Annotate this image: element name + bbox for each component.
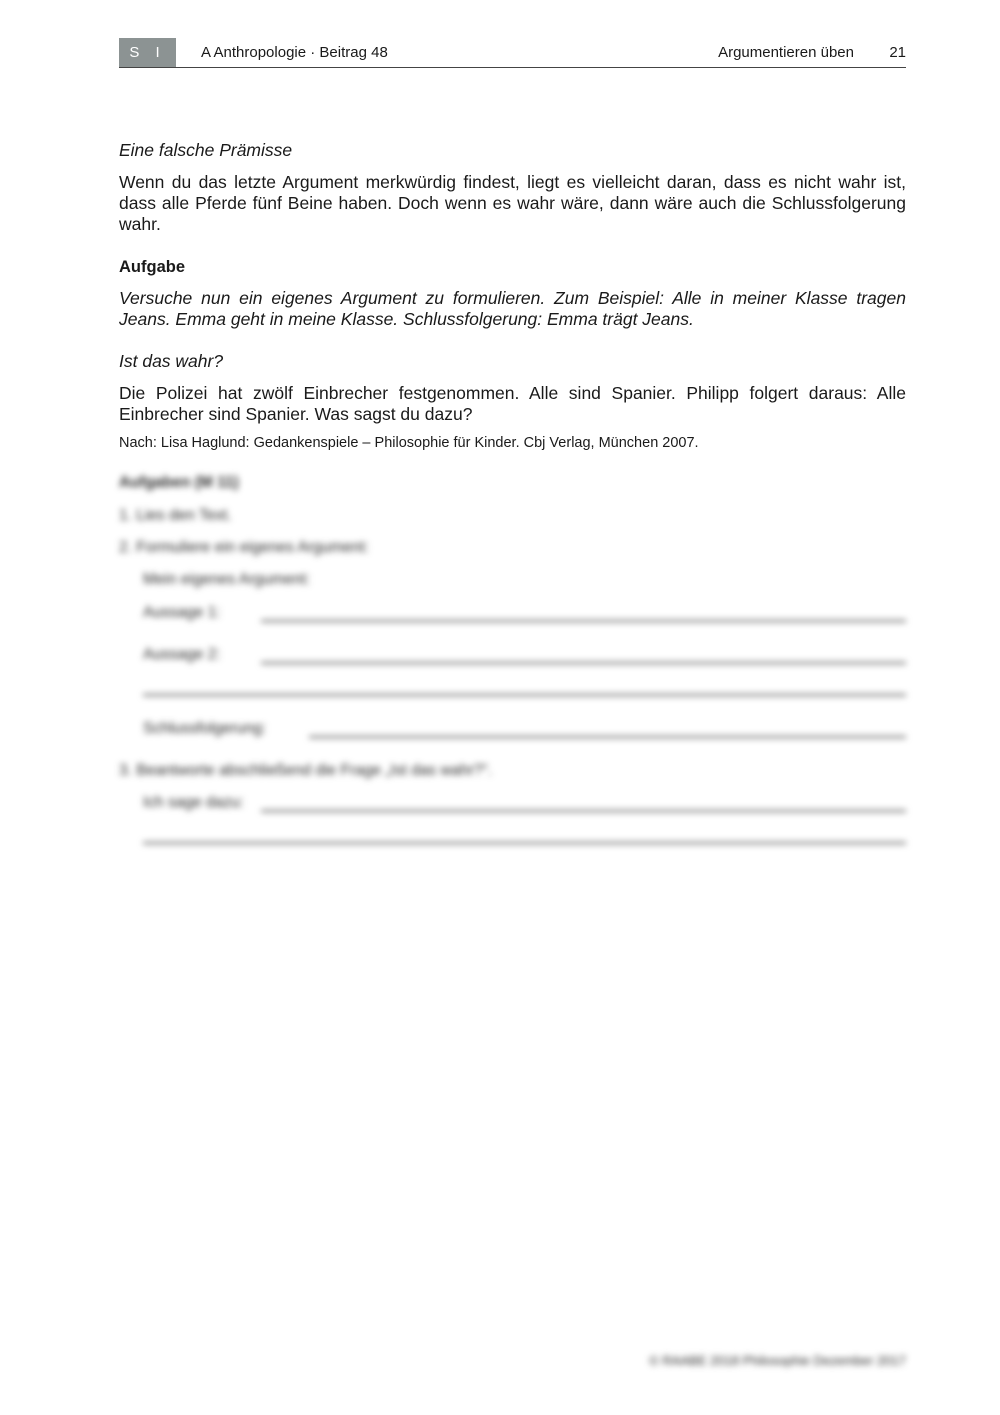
answer-line: [143, 694, 906, 696]
page-number: 21: [889, 44, 906, 61]
aufgabe-text: Versuche nun ein eigenes Argument zu formulieren. Zum Beispiel: Alle in meiner Klasse tragen Jeans. Emma geht in meine Klasse. Schlussfolgerung: Emma trägt Jeans.: [119, 288, 906, 329]
paragraph-police: Die Polizei hat zwölf Einbrecher festgenommen. Alle sind Spanier. Philipp folgert daraus: Alle Einbrecher sind Spanier. Was sagst du dazu?: [119, 383, 906, 424]
footer-copyright: © RAABE 2018 Philosophie Dezember 2017: [649, 1353, 906, 1368]
header-section: Argumentieren üben: [718, 44, 854, 61]
answer-line: [261, 662, 906, 664]
i-say-label: Ich sage dazu:: [143, 794, 244, 811]
heading-false-premise: Eine falsche Prämisse: [119, 140, 293, 160]
task-2: 2. Formuliere ein eigenes Argument:: [119, 539, 369, 556]
heading-is-it-true: Ist das wahr?: [119, 351, 224, 371]
header-title: A Anthropologie · Beitrag 48: [201, 44, 388, 61]
answer-line: [261, 620, 906, 622]
level-tag: S I: [119, 38, 176, 67]
source-citation: Nach: Lisa Haglund: Gedankenspiele – Philosophie für Kinder. Cbj Verlag, München 2007.: [119, 435, 699, 451]
statement-2-label: Aussage 2:: [143, 646, 221, 663]
task-3: 3. Beantworte abschließend die Frage „Ist das wahr?“.: [119, 762, 493, 779]
task-1: 1. Lies den Text.: [119, 507, 232, 524]
page-header: [119, 38, 906, 68]
paragraph-premise: Wenn du das letzte Argument merkwürdig findest, liegt es vielleicht daran, dass es nicht wahr ist, dass alle Pferde fünf Beine haben. Doch wenn es wahr wäre, dann wäre auch die Schlussfolgerung wahr.: [119, 172, 906, 234]
aufgabe-label: Aufgabe: [119, 258, 185, 276]
main-content: [119, 140, 906, 454]
answer-line: [143, 842, 906, 844]
statement-1-label: Aussage 1:: [143, 604, 221, 621]
answer-line: [261, 810, 906, 812]
worksheet-title: Aufgaben (M 11): [119, 474, 239, 491]
answer-line: [309, 736, 906, 738]
conclusion-label: Schlussfolgerung:: [143, 720, 267, 737]
own-argument-label: Mein eigenes Argument:: [143, 571, 311, 588]
